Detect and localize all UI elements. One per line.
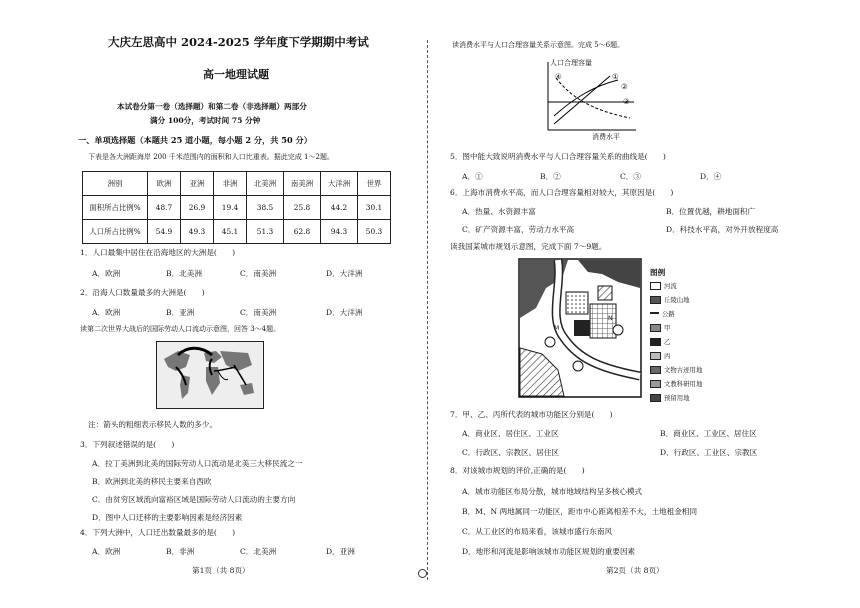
q7-option-b: B．商业区、工业区、居住区 [660, 429, 757, 438]
q5-option-d: D．④ [700, 172, 722, 181]
chart-marker-1: ① [612, 72, 619, 81]
q1-option-c: C．南美洲 [240, 269, 277, 278]
q2-option-a: A．欧洲 [92, 308, 121, 317]
table-cell: 48.7 [148, 196, 181, 220]
legend-item [650, 323, 670, 332]
population-table [82, 171, 391, 244]
curve-4 [556, 78, 630, 118]
chart-y-label: 人口合理容量 [550, 59, 592, 67]
table-cell: 49.3 [181, 220, 214, 244]
cultural-swatch [650, 366, 661, 374]
point-n-label: N [608, 315, 613, 322]
section-intro: 下表是各大洲距海岸 200 千米范围内的面积和人口比重表。据此完成 1～2题。 [88, 153, 334, 161]
legend-item [650, 281, 677, 290]
chart-marker-4: ④ [555, 72, 562, 81]
section-heading: 一、单项选择题（本题共 25 道小题，每小题 2 分，共 50 分） [78, 135, 312, 145]
table-header-row [83, 172, 391, 196]
intro-5-6: 读消费水平与人口合理容量关系示意图。完成 5～6题。 [452, 41, 625, 49]
left-page [0, 0, 425, 608]
exam-info-1: 本试卷分第一卷（选择题）和第二卷（非选择题）两部分 [117, 102, 307, 111]
table-header-cell: 世界 [358, 172, 391, 196]
hill-swatch [650, 296, 661, 304]
q8-option-d: D．地形和河流是影响该城市功能区规划的重要因素 [462, 547, 636, 556]
question-7: 7．甲、乙、丙所代表的城市功能区分别是( ) [450, 410, 613, 419]
zone-a-swatch [650, 324, 661, 332]
question-8: 8．对该城市规划的评价,正确的是( ) [450, 466, 585, 475]
question-4: 4．下列大洲中，人口迁出数量最多的是( ) [80, 528, 236, 537]
district-marker [573, 361, 583, 371]
legend-item [650, 337, 670, 346]
legend-item [650, 365, 702, 374]
table-cell: 62.8 [284, 220, 321, 244]
legend-label: 文物古迹用地 [664, 366, 703, 374]
table-cell: 50.3 [358, 220, 391, 244]
q3-option-c: C．由贫穷区域流向富裕区域是国际劳动人口流动的主要方向 [92, 495, 296, 504]
table-cell: 51.3 [247, 220, 284, 244]
q7-option-d: D．行政区、工业区、宗教区 [660, 448, 758, 457]
table-cell: 26.9 [181, 196, 214, 220]
q6-option-c: C．矿产资源丰富，劳动力水平高 [462, 225, 575, 234]
district-marker [613, 325, 623, 335]
legend-item [650, 379, 702, 388]
q6-option-d: D．科技水平高，对外开放程度高 [666, 225, 779, 234]
road-swatch [650, 312, 659, 316]
education-swatch [650, 380, 661, 388]
table-cell: 面积所占比例% [83, 196, 148, 220]
table-cell: 30.1 [358, 196, 391, 220]
q1-option-d: D．大洋洲 [326, 269, 363, 278]
legend-item [650, 351, 670, 360]
question-6: 6．上海市消费水平高，而人口合理容量相对较大，其原因是( ) [450, 188, 674, 197]
q5-option-b: B．② [540, 172, 561, 181]
point-m-label: M [554, 325, 560, 332]
migration-map [156, 341, 264, 409]
chart-x-label: 消费水平 [592, 133, 620, 141]
table-cell: 人口所占比例% [83, 220, 148, 244]
page-divider [427, 40, 428, 580]
q6-option-a: A．热量、水资源丰富 [462, 207, 536, 216]
legend-label: 乙 [664, 338, 671, 346]
table-cell: 94.3 [321, 220, 358, 244]
map-note: 注：箭头的粗细表示移民人数的多少。 [88, 420, 218, 429]
table-cell: 45.1 [214, 220, 247, 244]
legend-label: 预留用地 [664, 394, 690, 402]
legend-item [650, 309, 675, 318]
q1-option-a: A．欧洲 [92, 269, 121, 278]
zone-c [574, 320, 590, 336]
table-cell: 44.2 [321, 196, 358, 220]
q4-option-d: D．亚洲 [326, 547, 355, 556]
table-cell: 54.9 [148, 220, 181, 244]
exam-title: 大庆左思高中 2024-2025 学年度下学期期中考试 [108, 35, 369, 49]
legend-item [650, 393, 690, 402]
question-3: 3．下列叙述错误的是( ) [80, 440, 175, 449]
table-header-cell: 大洋洲 [321, 172, 358, 196]
q2-option-c: C．南美洲 [240, 308, 277, 317]
table-header-cell: 北美洲 [247, 172, 284, 196]
q3-option-b: B．欧洲到北美的移民主要来自西欧 [92, 477, 212, 486]
chart-marker-3: ③ [623, 97, 630, 106]
q5-option-a: A．① [462, 172, 483, 181]
legend-item [650, 295, 690, 304]
q1-option-b: B．北美洲 [166, 269, 202, 278]
legend-label: 文教科研用地 [664, 380, 703, 388]
legend-title: 图例 [650, 268, 666, 277]
q2-option-b: B．亚洲 [166, 308, 195, 317]
legend-label: 河流 [664, 282, 677, 290]
reserved-swatch [650, 394, 661, 402]
legend-label: 丘陵山地 [664, 296, 690, 304]
river-swatch [650, 282, 661, 290]
legend-label: 丙 [664, 352, 671, 360]
table-header-cell: 南美洲 [284, 172, 321, 196]
q8-option-b: B．M、N 两地属同一功能区，距市中心距离相差不大，土地租金相同 [462, 507, 698, 516]
exam-subtitle: 高一地理试题 [203, 68, 269, 81]
table-cell: 38.5 [247, 196, 284, 220]
table-row [83, 196, 391, 220]
table-header-cell: 亚洲 [181, 172, 214, 196]
district-marker [545, 337, 555, 347]
table-header-cell: 非洲 [214, 172, 247, 196]
q7-option-a: A．商业区、居住区、工业区 [462, 429, 559, 438]
city-plan-map [518, 258, 642, 398]
q8-option-c: C．从工业区的布局来看，该城市盛行东南风 [462, 527, 613, 536]
q3-option-d: D．图中人口迁移的主要影响因素是经济因素 [92, 513, 243, 522]
q4-option-a: A．欧洲 [92, 547, 121, 556]
q5-option-c: C．③ [620, 172, 641, 181]
zone-a [566, 292, 588, 314]
question-1: 1．人口最集中居住在沿海地区的大洲是( ) [80, 248, 236, 257]
page-footer-left: 第1页（共 8页） [192, 566, 250, 575]
cultural-site [598, 286, 612, 300]
q4-option-c: C．北美洲 [240, 547, 277, 556]
curve-2 [554, 80, 618, 116]
q8-option-a: A．城市功能区布局分散，城市地域结构呈多核心模式 [462, 487, 643, 496]
exam-info-2: 满分 100分，考试时间 75 分钟 [150, 116, 261, 125]
legend-label: 甲 [664, 324, 671, 332]
question-5: 5．图中能大致说明消费水平与人口合理容量关系的曲线是( ) [450, 152, 666, 161]
table-header-cell: 欧洲 [148, 172, 181, 196]
binding-hole [418, 569, 427, 578]
q2-option-d: D．大洋洲 [326, 308, 363, 317]
q3-option-a: A．拉丁美洲到北美的国际劳动人口流动是北美三大移民流之一 [92, 459, 303, 468]
intro-7-9: 读我国某城市规划示意图，完成下面 7～9题。 [450, 242, 607, 251]
zone-c-swatch [650, 352, 661, 360]
page-footer-right: 第2页（共 8页） [606, 566, 664, 575]
table-cell: 19.4 [214, 196, 247, 220]
intro-3-4: 读第二次世界大战后的国际劳动人口流动示意图，回答 3～4题。 [80, 325, 281, 333]
q4-option-b: B．非洲 [166, 547, 195, 556]
q6-option-b: B．位置优越，耕地面积广 [666, 207, 756, 216]
table-row [83, 220, 391, 244]
table-header-cell: 洲别 [83, 172, 148, 196]
table-cell: 25.8 [284, 196, 321, 220]
q7-option-c: C．行政区、宗教区、居住区 [462, 448, 559, 457]
zone-b-swatch [650, 338, 661, 346]
question-2: 2．沿海人口数量最多的大洲是( ) [80, 288, 205, 297]
legend-label: 公路 [662, 310, 675, 318]
curve-1 [554, 76, 610, 124]
chart-marker-2: ② [621, 82, 628, 91]
